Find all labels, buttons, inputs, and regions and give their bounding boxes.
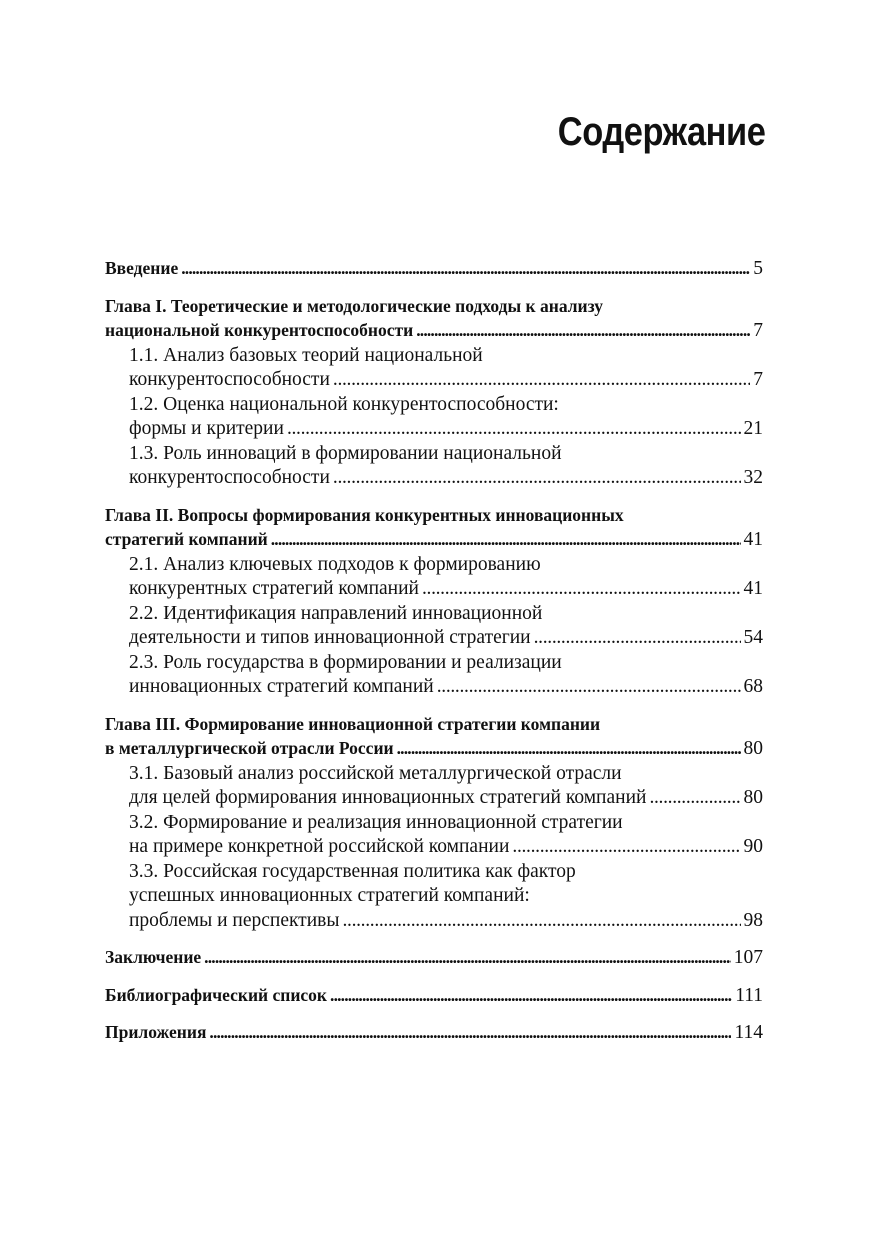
- toc-section-line[interactable]: 2.3. Роль государства в формировании и реализации: [129, 651, 562, 673]
- toc-section-line[interactable]: 1.2. Оценка национальной конкурентоспособности:: [129, 393, 559, 415]
- toc-entry-label: проблемы и перспективы: [129, 909, 340, 931]
- toc-section-line[interactable]: 3.1. Базовый анализ российской металлургической отрасли: [129, 762, 622, 784]
- toc-page-number: 107: [733, 947, 763, 968]
- toc-page-number: 5: [753, 258, 763, 279]
- toc-section-line[interactable]: [105, 577, 763, 602]
- dot-leader: [271, 527, 741, 552]
- toc-entry-label: для целей формирования инновационных стратегий компаний: [129, 787, 647, 808]
- dot-leader: [333, 466, 741, 491]
- dot-leader: [397, 736, 741, 761]
- toc-page-number: 54: [743, 627, 763, 648]
- dot-leader: [649, 786, 740, 811]
- toc-entry-label: Заключение: [105, 947, 202, 967]
- toc-page-number: 98: [743, 909, 763, 931]
- dot-leader: [333, 368, 750, 393]
- toc-page-number: 7: [753, 320, 763, 341]
- toc-page-number: 21: [743, 418, 763, 439]
- dot-leader: [287, 417, 741, 442]
- toc-section-line[interactable]: [105, 835, 763, 860]
- dot-leader: [422, 577, 741, 602]
- dot-leader: [512, 835, 740, 860]
- toc-entry-bibliography[interactable]: [105, 983, 763, 1009]
- chapter-heading-line[interactable]: Глава III. Формирование инновационной стратегии компании: [105, 713, 601, 734]
- toc-section-line[interactable]: успешных инновационных стратегий компаний:: [129, 885, 530, 906]
- toc-chapter-3: [105, 712, 763, 934]
- toc-section-line[interactable]: 1.1. Анализ базовых теорий национальной: [129, 344, 483, 366]
- toc-section-line[interactable]: [105, 786, 763, 811]
- toc-chapter-2: [105, 503, 763, 700]
- toc-page-number: 68: [743, 676, 763, 697]
- chapter-heading-line[interactable]: [105, 736, 763, 762]
- toc-section-line[interactable]: 1.3. Роль инноваций в формировании национальной: [129, 442, 562, 464]
- toc-section-line[interactable]: [105, 909, 763, 934]
- table-of-contents: [105, 256, 763, 1046]
- chapter-heading-line[interactable]: [105, 318, 763, 344]
- toc-section-line[interactable]: [105, 368, 763, 393]
- chapter-heading-line[interactable]: Глава II. Вопросы формирования конкурентных инновационных: [105, 504, 624, 525]
- toc-entry-label: Приложения: [105, 1022, 207, 1042]
- toc-page-number: 41: [743, 578, 763, 599]
- toc-page-number: 90: [743, 836, 763, 857]
- dot-leader: [416, 318, 750, 343]
- dot-leader: [437, 675, 741, 700]
- toc-entry-conclusion[interactable]: [105, 945, 763, 971]
- toc-entry-label: конкурентных стратегий компаний: [129, 578, 419, 599]
- toc-page-number: 111: [735, 984, 763, 1006]
- toc-entry-label: Введение: [105, 258, 179, 278]
- toc-chapter-1: [105, 294, 763, 491]
- toc-entry-label: деятельности и типов инновационной стратегии: [129, 627, 531, 648]
- toc-entry-intro[interactable]: [105, 256, 763, 282]
- toc-entry-appendix[interactable]: [105, 1020, 763, 1046]
- toc-entry-label: в металлургической отрасли России: [105, 738, 394, 758]
- toc-section-line[interactable]: [105, 417, 763, 442]
- toc-entry-label: инновационных стратегий компаний: [129, 676, 434, 697]
- toc-section-line[interactable]: [105, 466, 763, 491]
- toc-page-number: 7: [753, 369, 763, 390]
- toc-section-line[interactable]: [105, 675, 763, 700]
- toc-entry-label: конкурентоспособности: [129, 467, 330, 488]
- chapter-heading-line[interactable]: Глава I. Теоретические и методологические подходы к анализу: [105, 295, 604, 316]
- toc-page-number: 32: [743, 467, 763, 488]
- toc-page-number: 80: [743, 738, 763, 759]
- toc-page-number: 114: [734, 1022, 763, 1043]
- page-title: Содержание: [557, 110, 765, 154]
- toc-entry-label: национальной конкурентоспособности: [105, 320, 414, 340]
- toc-entry-label: на примере конкретной российской компании: [129, 836, 510, 857]
- dot-leader: [534, 626, 741, 651]
- dot-leader: [204, 945, 731, 970]
- chapter-heading-line[interactable]: [105, 527, 763, 553]
- toc-section-line[interactable]: [105, 626, 763, 651]
- toc-section-line[interactable]: 3.3. Российская государственная политика как фактор: [129, 860, 576, 882]
- dot-leader: [181, 256, 750, 281]
- toc-section-line[interactable]: 2.1. Анализ ключевых подходов к формированию: [129, 553, 541, 575]
- dot-leader: [342, 909, 740, 934]
- dot-leader: [330, 983, 732, 1008]
- toc-section-line[interactable]: 3.2. Формирование и реализация инновационной стратегии: [129, 811, 623, 833]
- toc-entry-label: стратегий компаний: [105, 529, 268, 549]
- dot-leader: [209, 1020, 731, 1045]
- toc-page-number: 80: [743, 787, 763, 808]
- toc-entry-label: формы и критерии: [129, 418, 284, 439]
- toc-entry-label: конкурентоспособности: [129, 369, 330, 390]
- toc-section-line[interactable]: 2.2. Идентификация направлений инновационной: [129, 602, 543, 624]
- toc-entry-label: Библиографический список: [105, 984, 328, 1005]
- toc-page-number: 41: [743, 529, 763, 550]
